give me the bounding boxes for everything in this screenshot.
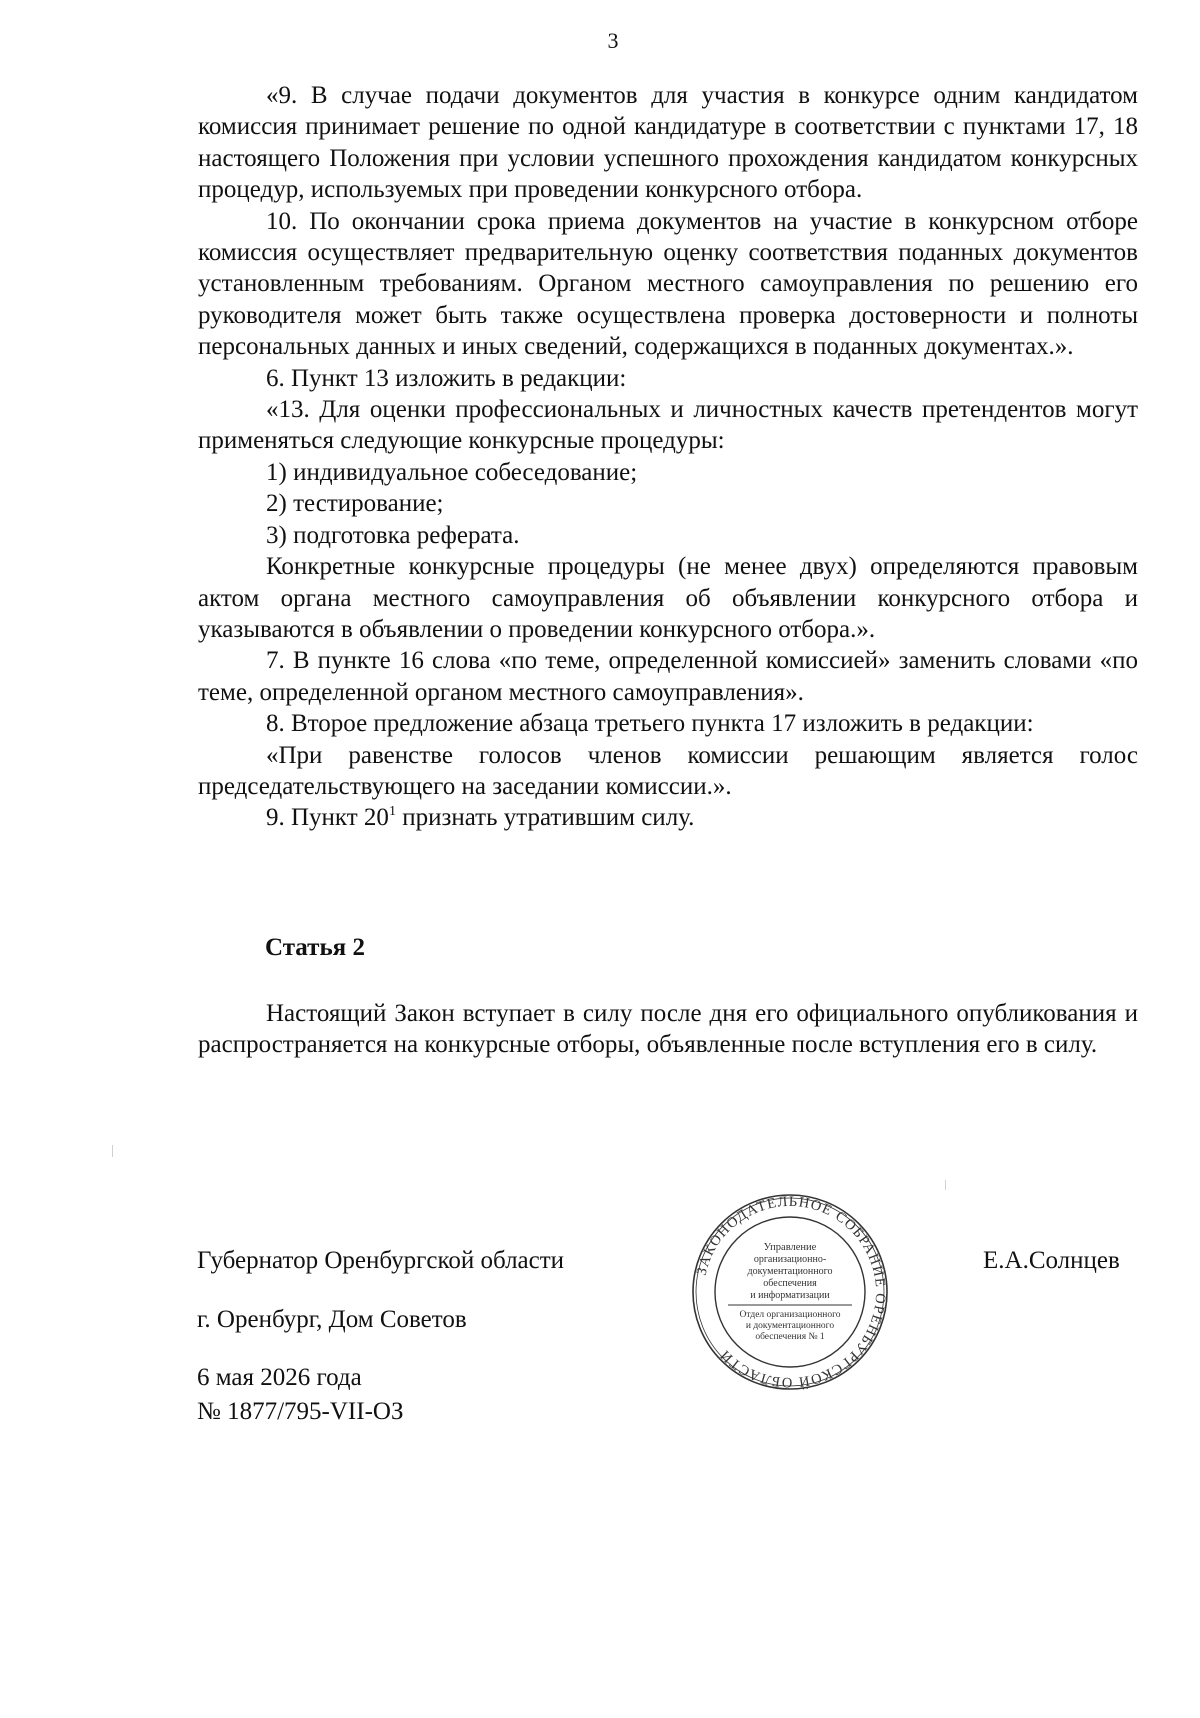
paragraph-item-10: 10. По окончании срока приема документов на участие в конкурсном отборе комиссия осуществляет предварительную оценку соответствия поданных документов установленным требованиям. Органом местного самоуправления по решению его руководителя может быть также осуществлена проверка достоверности и полноты персональных данных и иных сведений, содержащихся в поданных документах.». (198, 207, 1138, 361)
seal-line: Отдел организационного (739, 1310, 841, 1320)
seal-line: обеспечения (763, 1278, 817, 1289)
list-item: 2) тестирование; (266, 490, 444, 518)
article-heading: Статья 2 (265, 934, 365, 961)
signatory-name: Е.А.Солнцев (983, 1247, 1120, 1274)
page-number: 3 (607, 28, 619, 53)
signing-date: 6 мая 2026 года (197, 1364, 362, 1391)
paragraph-item-13: «13. Для оценки профессиональных и личностных качеств претендентов могут применяться следующие конкурсные процедуры: (198, 396, 1138, 455)
paragraph-point-8: 8. Второе предложение абзаца третьего пункта 17 изложить в редакции: (266, 710, 1034, 738)
seal-line: и документационного (745, 1321, 835, 1331)
article-body (198, 998, 1138, 1061)
article-paragraph: Настоящий Закон вступает в силу после дня его официального опубликования и распространяется на конкурсные отборы, объявленные после вступления его в силу. (198, 1000, 1138, 1059)
point-9-text: 9. Пункт 20 (266, 804, 389, 832)
paragraph-point-9 (198, 802, 1138, 833)
paragraph-item-9: «9. В случае подачи документов для участия в конкурсе одним кандидатом комиссия принимает решение по одной кандидатуре в соответствии с пунктами 17, 18 настоящего Положения при условии успешного прохождения кандидатом конкурсных процедур, используемых при проведении конкурсного отбора. (198, 82, 1138, 204)
seal-outer-path: ЗАКОНОДАТЕЛЬНОЕ СОБРАНИЕ ОРЕНБУРГСКОЙ ОБЛАСТИ (693, 1193, 889, 1391)
scan-artifact (945, 1180, 946, 1190)
list-item: 3) подготовка реферата. (266, 521, 520, 549)
list-item: 1) индивидуальное собеседование; (266, 458, 638, 486)
paragraph-point-6: 6. Пункт 13 изложить в редакции: (266, 364, 627, 392)
official-seal (690, 1192, 890, 1392)
seal-line: организационно- (753, 1254, 827, 1265)
seal-line: обеспечения № 1 (755, 1332, 825, 1342)
paragraph-procedures: Конкретные конкурсные процедуры (не менее двух) определяются правовым актом органа местного самоуправления об объявлении конкурсного отбора и указываются в объявлении о проведении конкурсного отбора.». (198, 553, 1138, 643)
superscript-index: 1 (388, 804, 396, 820)
seal-line: и информатизации (750, 1290, 830, 1301)
seal-line: документационного (747, 1266, 833, 1277)
law-number: № 1877/795-VII-ОЗ (197, 1398, 404, 1425)
signatory-title: Губернатор Оренбургской области (197, 1247, 565, 1274)
scan-artifact (112, 1145, 113, 1157)
point-9-rest: признать утратившим силу. (395, 804, 695, 832)
document-body (198, 80, 1138, 834)
paragraph-tie-vote: «При равенстве голосов членов комиссии решающим является голос председательствующего на заседании комиссии.». (198, 741, 1138, 800)
paragraph-point-7: 7. В пункте 16 слова «по теме, определенной комиссией» заменить словами «по теме, определенной органом местного самоуправления». (198, 647, 1138, 706)
signing-place: г. Оренбург, Дом Советов (197, 1306, 467, 1333)
seal-line: Управление (763, 1242, 817, 1253)
